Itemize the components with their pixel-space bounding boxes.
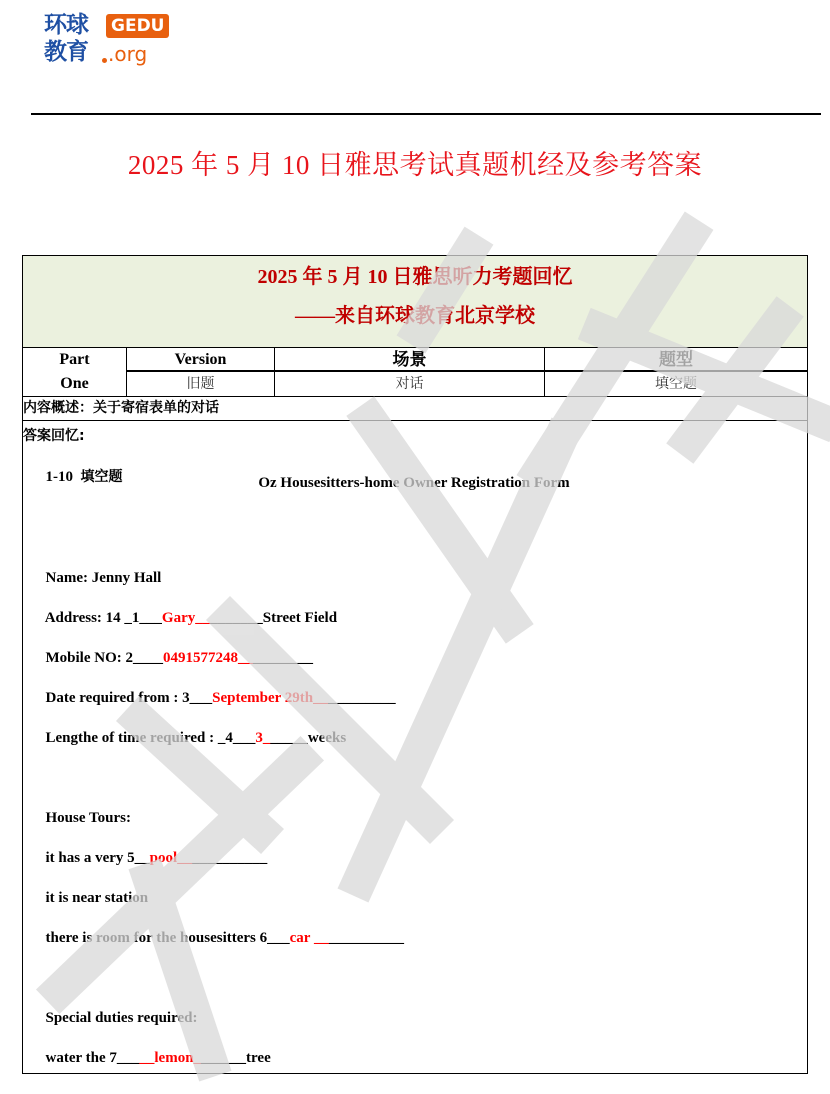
- table-subtitle: ——来自环球教育北京学校: [295, 305, 535, 327]
- form-line-pool: it has a very 5__pool____________: [45, 850, 268, 866]
- version-value: 旧题: [127, 372, 275, 396]
- form-line-house-tours: House Tours:: [45, 810, 131, 826]
- answer-5: pool: [149, 850, 178, 866]
- scene-value: 对话: [275, 372, 545, 396]
- gedu-logo: [44, 12, 176, 68]
- header-divider: [31, 113, 821, 115]
- form-line-name: Name: Jenny Hall: [45, 570, 162, 586]
- info-grid: [23, 348, 807, 397]
- content-summary: 内容概述：关于寄宿表单的对话: [23, 397, 807, 421]
- form-line-water: water the 7_____lemon_______tree: [45, 1050, 271, 1066]
- form-line-address: Address: 14 _1___Gary_________Street Field: [44, 610, 338, 626]
- type-label: 题型: [545, 348, 807, 372]
- answer-2: 0491577248: [163, 650, 238, 666]
- form-line-length: Lengthe of time required : _4___3______weeks: [45, 730, 347, 746]
- logo-chinese-text: 环球 教育: [44, 12, 88, 65]
- logo-domain: .org: [108, 42, 148, 66]
- form-line-mobile: Mobile NO: 2____0491577248__________: [45, 650, 313, 666]
- answer-1: Gary: [161, 610, 196, 626]
- scene-label: 场景: [275, 348, 545, 372]
- part-label: Part: [23, 348, 127, 372]
- answers-label: 答案回忆:: [23, 428, 85, 444]
- section-label: 1-10 填空题: [45, 469, 123, 485]
- type-value: 填空题: [655, 376, 697, 392]
- part-value: One: [23, 372, 127, 396]
- form-line-special-duties: Special duties required:: [45, 1010, 198, 1026]
- page-title: 2025 年 5 月 10 日雅思考试真题机经及参考答案: [127, 150, 703, 180]
- form-line-car: there is room for the housesitters 6___car ____________: [45, 930, 404, 946]
- form-line-station: it is near station: [45, 890, 149, 906]
- answer-4: 3: [255, 730, 263, 746]
- form-line-date: Date required from : 3___September 29th___________: [45, 690, 396, 706]
- answers-body: [23, 421, 807, 1073]
- answer-3: September 29th: [212, 690, 314, 706]
- version-label: Version: [127, 348, 275, 372]
- answer-7: lemon: [154, 1050, 194, 1066]
- logo-dot: [102, 58, 107, 63]
- logo-badge: GEDU: [106, 14, 169, 38]
- table-title: 2025 年 5 月 10 日雅思听力考题回忆: [257, 266, 573, 288]
- table-header: [23, 256, 807, 348]
- listening-recall-table: [22, 255, 808, 1074]
- form-title: Oz Housesitters-home Owner Registration Form: [258, 475, 570, 491]
- answer-6: car: [289, 930, 314, 946]
